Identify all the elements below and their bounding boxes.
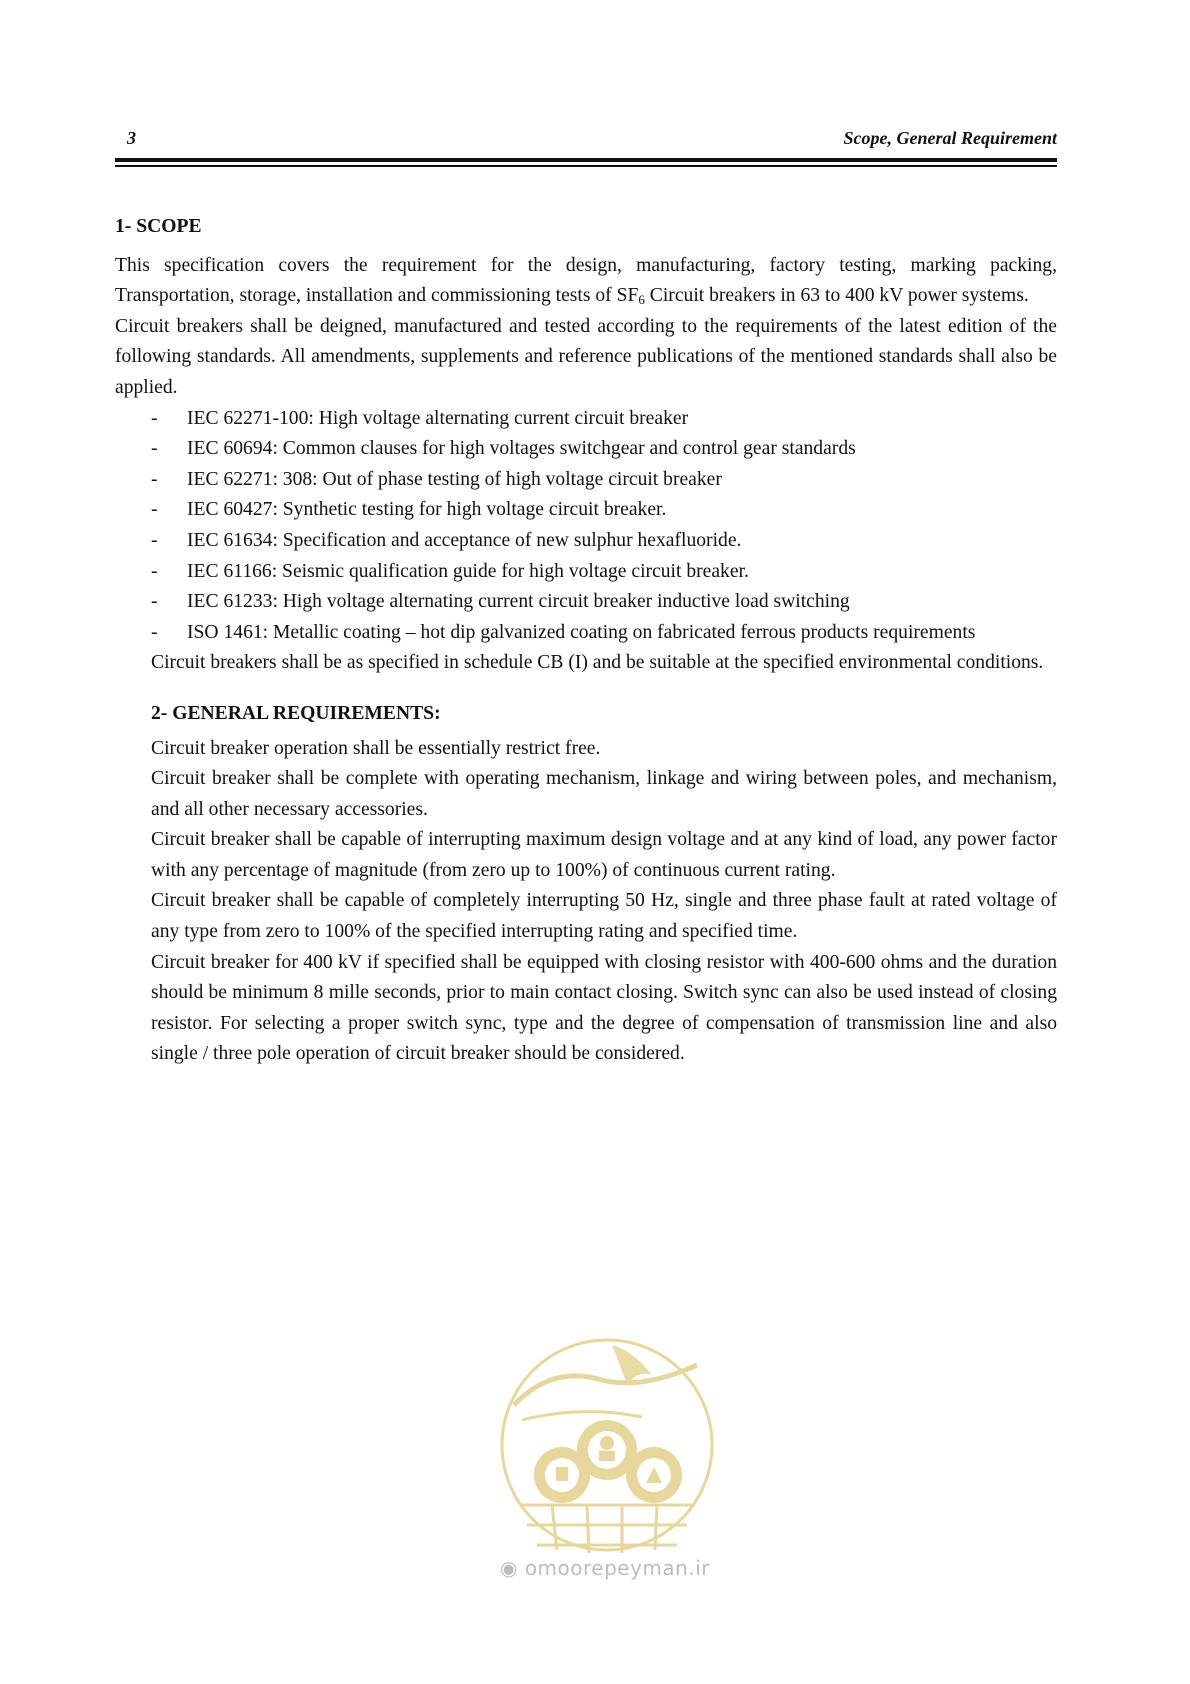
scope-paragraph-1 bbox=[115, 251, 1057, 312]
list-dash: - bbox=[151, 438, 158, 460]
list-item-text: IEC 62271: 308: Out of phase testing of high voltage circuit breaker bbox=[187, 468, 722, 490]
list-dash: - bbox=[151, 499, 158, 521]
list-dash: - bbox=[151, 407, 158, 429]
sf6-subscript: 6 bbox=[638, 292, 645, 308]
requirement-paragraph: Circuit breaker shall be capable of completely interrupting 50 Hz, single and three phase fault at rated voltage of any type from zero to 100% of the specified interrupting rating and specified time. bbox=[151, 890, 1057, 943]
document-body bbox=[115, 212, 1057, 1070]
list-item-text: IEC 62271-100: High voltage alternating current circuit breaker bbox=[187, 407, 689, 429]
list-dash: - bbox=[151, 468, 158, 490]
list-item-text: IEC 60427: Synthetic testing for high voltage circuit breaker. bbox=[187, 499, 667, 521]
watermark-url: ◉ omoorepeyman.ir bbox=[500, 1556, 710, 1580]
scope-paragraph-2: Circuit breakers shall be deigned, manufactured and tested according to the requirements of the latest edition of the following standards. All amendments, supplements and reference publications of the mentioned standards shall also be applied. bbox=[115, 315, 1057, 398]
running-header bbox=[115, 128, 1057, 149]
list-item bbox=[151, 404, 1057, 435]
header-rule-thick bbox=[115, 158, 1057, 162]
list-item bbox=[151, 557, 1057, 588]
header-rule-thin bbox=[115, 165, 1057, 167]
page-number: 3 bbox=[127, 128, 136, 148]
list-dash: - bbox=[151, 560, 158, 582]
requirement-paragraph: Circuit breaker shall be capable of interrupting maximum design voltage and at any kind of load, any power factor with any percentage of magnitude (from zero up to 100%) of continuous current rating. bbox=[151, 829, 1057, 881]
list-item-text: IEC 60694: Common clauses for high voltages switchgear and control gear standards bbox=[187, 438, 856, 460]
list-item bbox=[151, 526, 1057, 557]
watermark-logo bbox=[492, 1325, 722, 1625]
watermark-url-text: omoorepeyman.ir bbox=[524, 1556, 710, 1580]
section-heading-general-requirements: 2- GENERAL REQUIREMENTS: bbox=[151, 702, 441, 724]
requirement-paragraph: Circuit breaker for 400 kV if specified shall be equipped with closing resistor with 400-600 ohms and the duration should be minimum 8 mille seconds, prior to main contact closing. Switch sync can also be used instead of closing resistor. For selecting a proper switch sync, type and the degree of compensation of transmission line and also single / three pole operation of circuit breaker should be considered. bbox=[151, 951, 1057, 1065]
requirement-paragraph: Circuit breaker shall be complete with operating mechanism, linkage and wiring between poles, and mechanism, and all other necessary accessories. bbox=[151, 768, 1057, 820]
list-item bbox=[151, 434, 1057, 465]
list-item bbox=[151, 495, 1057, 526]
list-dash: - bbox=[151, 529, 158, 551]
scope-p1-text-end: Circuit breakers in 63 to 400 kV power systems. bbox=[644, 285, 1029, 307]
list-item-text: IEC 61634: Specification and acceptance of new sulphur hexafluoride. bbox=[187, 529, 742, 551]
list-item bbox=[151, 587, 1057, 618]
list-item-text: ISO 1461: Metallic coating – hot dip galvanized coating on fabricated ferrous products requirements bbox=[187, 621, 976, 643]
list-dash: - bbox=[151, 591, 158, 613]
list-item bbox=[151, 465, 1057, 496]
scope-closing-paragraph: Circuit breakers shall be as specified in schedule CB (I) and be suitable at the specified environmental conditions. bbox=[151, 652, 1044, 674]
list-item-text: IEC 61233: High voltage alternating current circuit breaker inductive load switching bbox=[187, 591, 850, 613]
list-dash: - bbox=[151, 621, 158, 643]
list-item bbox=[151, 618, 1057, 649]
list-item-text: IEC 61166: Seismic qualification guide for high voltage circuit breaker. bbox=[187, 560, 749, 582]
standards-list bbox=[115, 404, 1057, 649]
section-heading-scope: 1- SCOPE bbox=[115, 216, 202, 237]
running-title: Scope, General Requirement bbox=[843, 128, 1057, 148]
requirement-paragraph: Circuit breaker operation shall be essentially restrict free. bbox=[151, 737, 601, 759]
scope-p1-text: This specification covers the requirement for the design, manufacturing, factory testing, marking packing, Transportation, storage, installation and commissioning tests of SF bbox=[115, 254, 1057, 307]
